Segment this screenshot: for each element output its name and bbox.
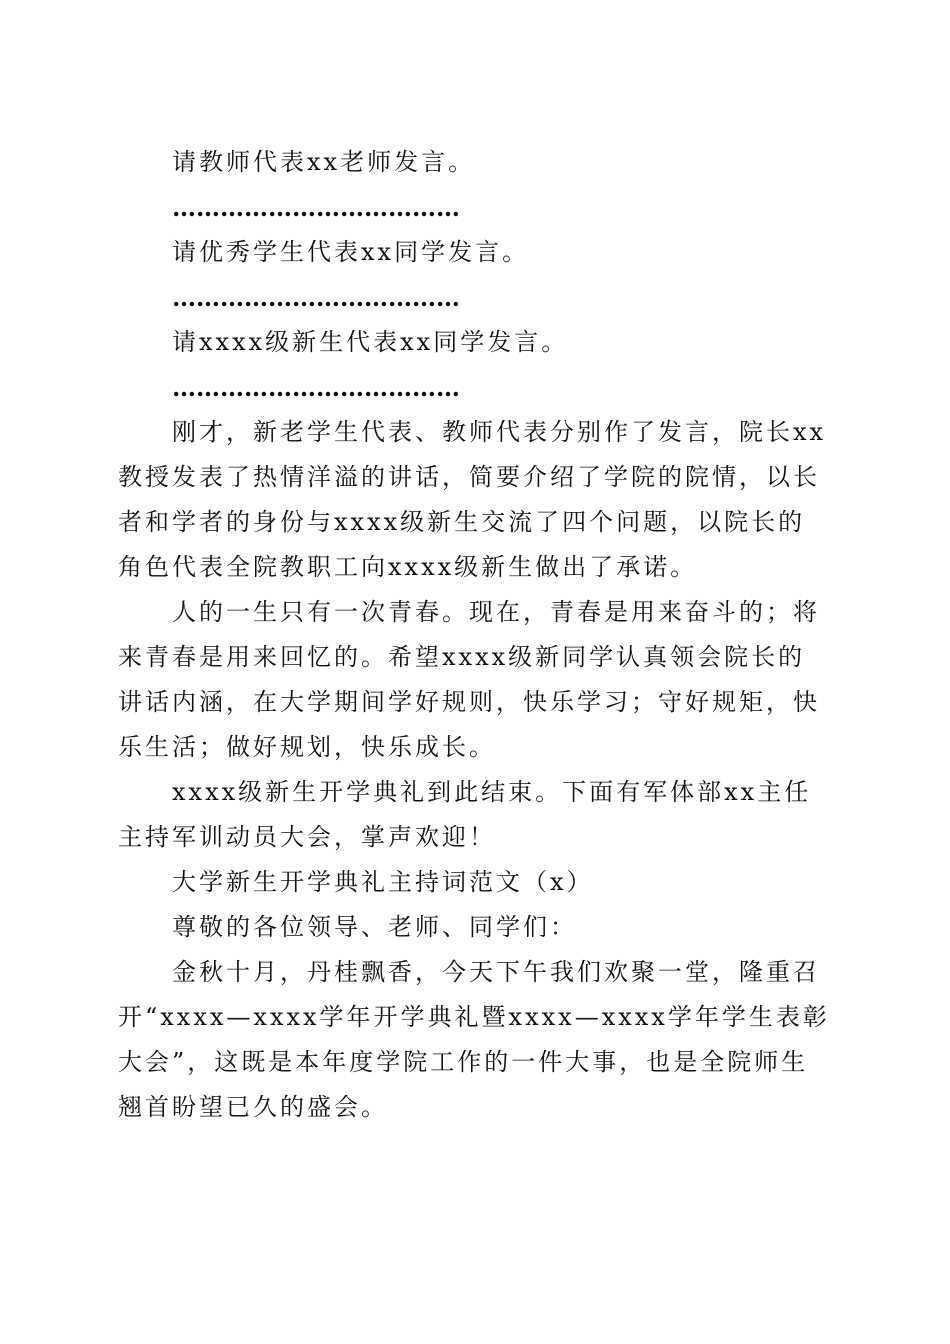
paragraph-teacher-speech: 请教师代表xx老师发言。 [172,148,476,176]
paragraph-summary: 刚才，新老学生代表、教师代表分别作了发言，院长xx教授发表了热情洋溢的讲话，简要介绍了学院的院情，以长者和学者的身份与xxxx级新生交流了四个问题，以院长的角色代表全院教职工向xxxx级新生做出了承诺。 [118,418,827,581]
paragraph-youth: 人的一生只有一次青春。现在，青春是用来奋斗的；将来青春是用来回忆的。希望xxxx级新同学认真领会院长的讲话内涵，在大学期间学好规则，快乐学习；守好规矩，快乐生活；做好规划，快乐成长。 [118,598,820,761]
paragraph-student-speech: 请优秀学生代表xx同学发言。 [172,238,530,266]
paragraph-closing: xxxx级新生开学典礼到此结束。下面有军体部xx主任主持军训动员大会，掌声欢迎！ [118,778,812,851]
salutation: 尊敬的各位领导、老师、同学们： [172,913,577,941]
paragraph-freshman-speech: 请xxxx级新生代表xx同学发言。 [172,328,569,356]
paragraph-opening: 金秋十月，丹桂飘香，今天下午我们欢聚一堂，隆重召开“xxxx—xxxx学年开学典礼暨xxxx—xxxx学年学生表彰大会”，这既是本年度学院工作的一件大事，也是全院师生翘首盼望已久的盛会。 [118,958,830,1121]
ellipsis-line: ……………………………… [172,283,460,312]
ellipsis-line: ……………………………… [172,373,460,402]
ellipsis-line: ……………………………… [172,193,460,222]
section-title: 大学新生开学典礼主持词范文（x） [172,868,594,896]
document-body [118,140,830,1130]
